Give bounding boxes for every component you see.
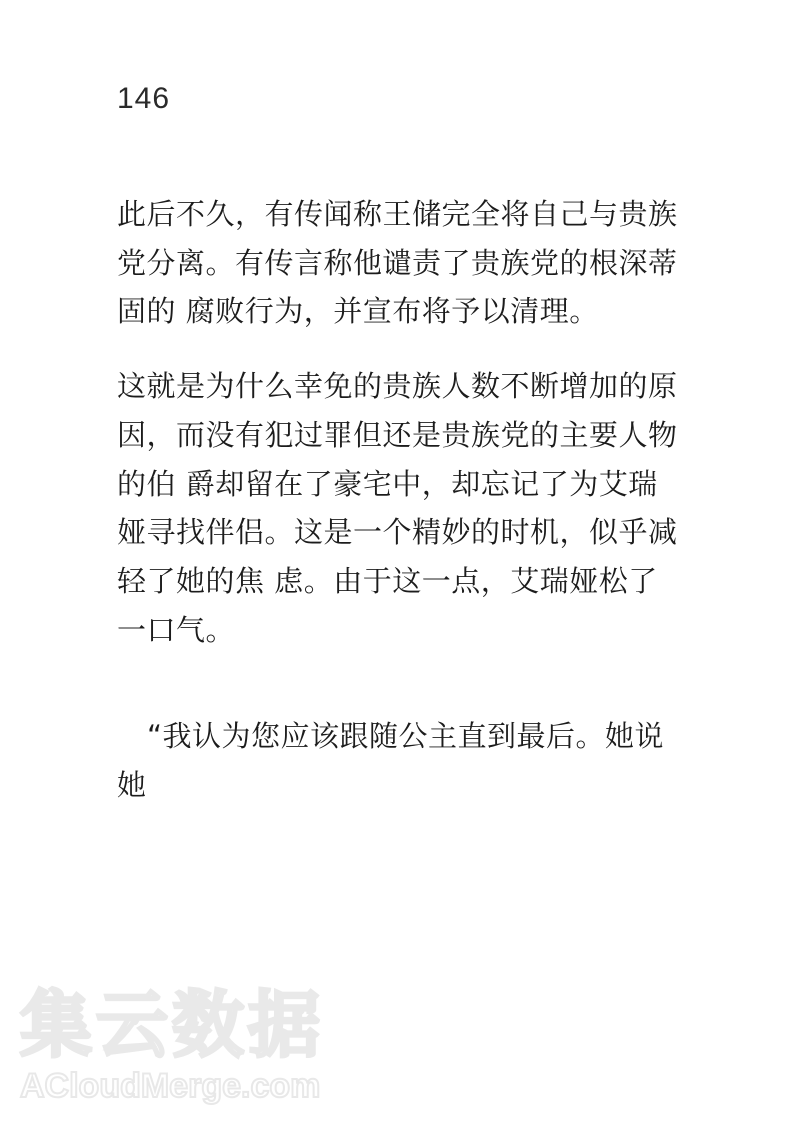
paragraph: “我认为您应该跟随公主直到最后。她说她	[117, 719, 665, 803]
watermark	[20, 983, 400, 1106]
page-number: 146	[117, 82, 171, 115]
watermark-latin-text: ACloudMerge.com	[20, 1067, 321, 1105]
watermark-chinese-text: 集云数据	[20, 983, 325, 1067]
paragraph: 这就是为什么幸免的贵族人数不断增加的原因，而没有犯过罪但还是贵族党的主要人物的伯 爵却留在了豪宅中，却忘记了为艾瑞娅寻找伴侣。这是一个精妙的时机，似乎减轻了她的焦 虑。由于这一点，艾瑞娅松了一口气。	[117, 369, 678, 647]
paragraph: 此后不久，有传闻称王储完全将自己与贵族党分离。有传言称他谴责了贵族党的根深蒂固的 腐败行为，并宣布将予以清理。	[117, 197, 678, 329]
page-body	[117, 190, 682, 836]
